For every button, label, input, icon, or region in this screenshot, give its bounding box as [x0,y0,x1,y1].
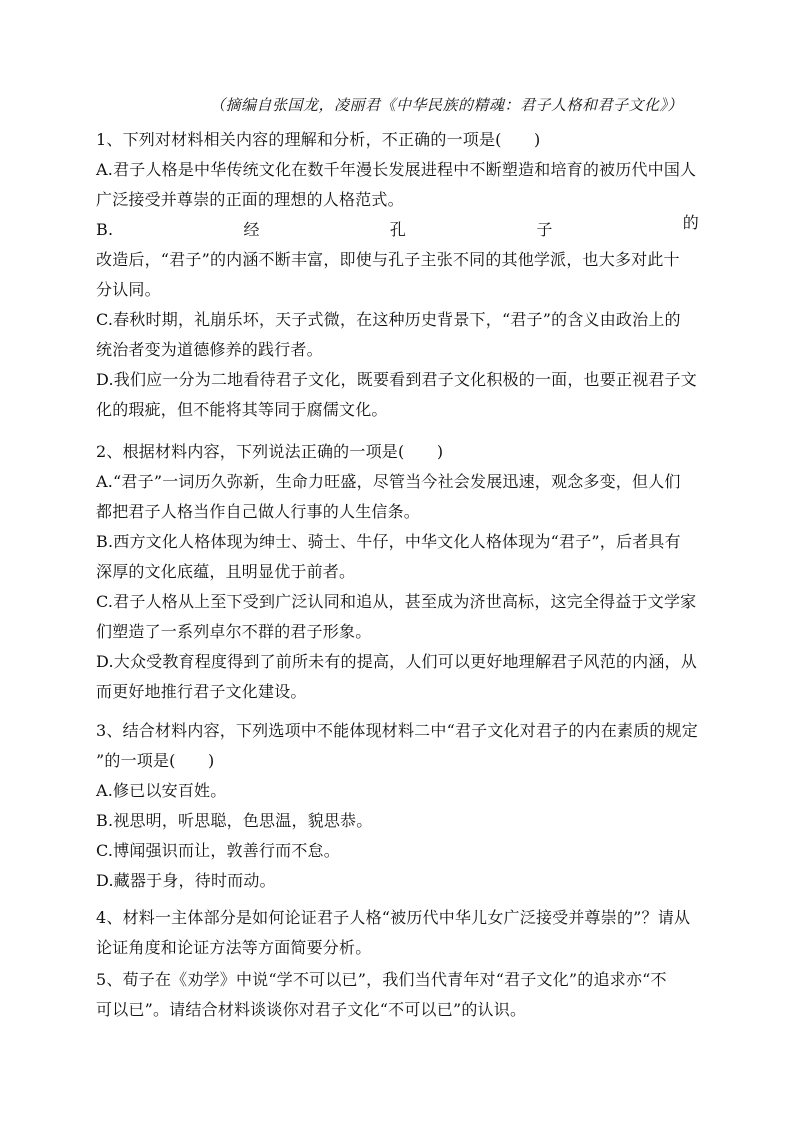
option-b-line-2: 深厚的文化底蕴，且明显优于前者。 [96,562,356,581]
question-stem: 2、根据材料内容，下列说法正确的一项是( ) [96,442,444,461]
option-b-word: 孔 [389,220,407,239]
question-stem-line-2: 论证角度和论证方法等方面简要分析。 [96,938,372,957]
option-a-line-2: 都把君子人格当作自己做人行事的人生信条。 [96,502,421,521]
option-d: D.藏器于身，待时而动。 [96,871,276,890]
question-stem-line-2: ”的一项是( ) [96,751,215,770]
option-b-line-2: 改造后，“君子”的内涵不断丰富，即使与孔子主张不同的其他学派，也大多对此十 [96,250,680,269]
question-stem: 1、下列对材料相关内容的理解和分析，不正确的一项是( ) [96,130,541,149]
option-a-line-1: A.“君子”一词历久弥新，生命力旺盛，尽管当今社会发展迅速，观念多变，但人们 [96,472,681,491]
question-stem-line-1: 3、结合材料内容，下列选项中不能体现材料二中“君子文化对君子的内在素质的规定 [96,721,698,740]
option-b-line-3: 分认同。 [96,280,161,299]
option-b: B.视思明，听思聪，色思温，貌思恭。 [96,811,373,830]
question-2 [96,437,699,707]
option-d-line-1: D.我们应一分为二地看待君子文化，既要看到君子文化积极的一面，也要正视君子文 [96,370,697,389]
option-b-line-1 [96,215,699,245]
option-b-word: 经 [243,220,260,239]
question-4 [96,903,699,963]
question-stem-line-1: 4、材料一主体部分是如何论证君子人格“被历代中华儿女广泛接受并尊崇的”？请从 [96,908,691,927]
option-b-word: 子 [536,220,553,239]
option-c-line-1: C.春秋时期，礼崩乐坏，天子式微，在这种历史背景下，“君子”的含义由政治上的 [96,310,681,329]
option-d-line-1: D.大众受教育程度得到了前所未有的提高，人们可以更好地理解君子风范的内涵，从 [96,652,697,671]
option-a-line-2: 广泛接受并尊崇的正面的理想的人格范式。 [96,190,404,209]
question-1 [96,125,699,425]
question-5 [96,965,699,1025]
option-b-word: 的 [682,213,699,232]
question-stem-line-2: 可以已”。请结合材料谈谈你对君子文化“不可以已”的认识。 [96,1000,527,1019]
question-stem-line-1: 5、荀子在《劝学》中说“学不可以已”，我们当代青年对“君子文化”的追求亦“不 [96,970,667,989]
source-citation: （摘编自张国龙，凌丽君《中华民族的精魂：君子人格和君子文化》） [210,96,684,114]
option-b-label: B. [96,220,114,239]
question-3 [96,716,699,896]
option-c-line-1: C.君子人格从上至下受到广泛认同和追从，甚至成为济世高标，这完全得益于文学家 [96,592,697,611]
option-c-line-2: 统治者变为道德修养的践行者。 [96,340,323,359]
option-a: A.修已以安百姓。 [96,781,227,800]
option-d-line-2: 而更好地推行君子文化建设。 [96,682,307,701]
option-a-line-1: A.君子人格是中华传统文化在数千年漫长发展进程中不断塑造和培育的被历代中国人 [96,160,697,179]
option-d-line-2: 化的瑕疵，但不能将其等同于腐儒文化。 [96,400,388,419]
option-c-line-2: 们塑造了一系列卓尔不群的君子形象。 [96,622,372,641]
option-c: C.博闻强识而让，敦善行而不怠。 [96,841,340,860]
option-b-line-1: B.西方文化人格体现为绅士、骑士、牛仔，中华文化人格体现为“君子”，后者具有 [96,532,681,551]
